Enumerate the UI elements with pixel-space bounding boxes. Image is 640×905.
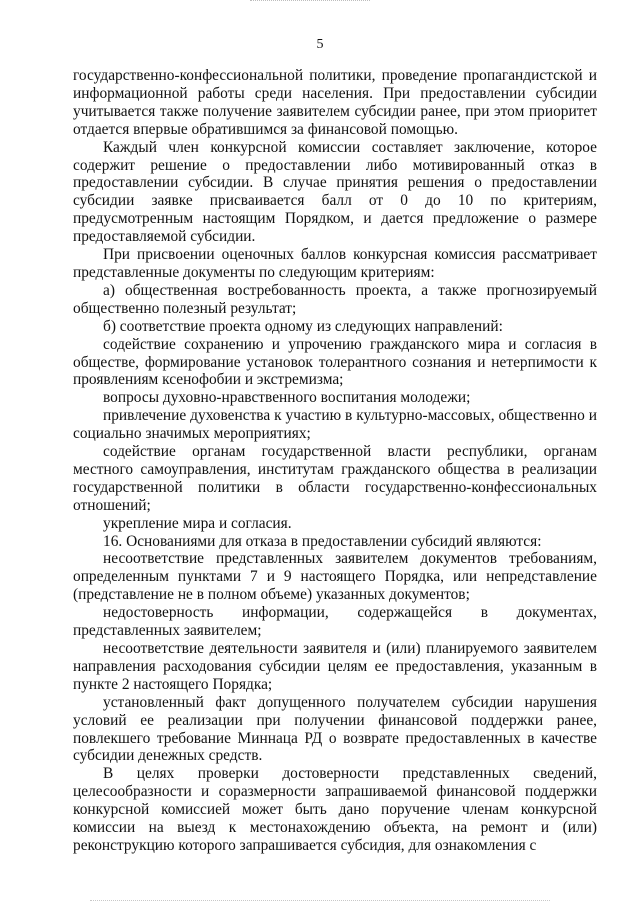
paragraph-commission-conclusion: Каждый член конкурсной комиссии составляет заключение, которое содержит решение о предоставлении либо мотивированный отказ в предоставлении субсидии. В случае принятия решения о предоставлении субсидии заявке присваивается балл от 0 до 10 по критериям, предусмотренным настоящим Порядком, и дается предложение о размере предоставляемой субсидии. (73, 138, 597, 246)
direction-item: укрепление мира и согласия. (103, 514, 292, 532)
criterion-b: б) соответствие проекта одному из следующих направлений: (103, 317, 503, 335)
refusal-ground: недостоверность информации, содержащейся в документах, представленных заявителем; (73, 604, 597, 640)
criterion-a: а) общественная востребованность проекта, а также прогнозируемый общественно полезный результат; (73, 281, 597, 317)
direction-item: привлечение духовенства к участию в культурно-массовых, общественно и социально значимых мероприятиях; (73, 407, 597, 443)
page-number: 5 (316, 37, 324, 52)
paragraph-criteria-intro: При присвоении оценочных баллов конкурсная комиссия рассматривает представленные документы по следующим критериям: (73, 246, 597, 281)
document-body (73, 67, 597, 855)
paragraph-verification: В целях проверки достоверности представленных сведений, целесообразности и соразмерности запрашиваемой финансовой поддержки конкурсной комиссией может быть дано поручение членам конкурсной комиссии на выезд к местонахождению объекта, на ремонт и (или) реконструкцию которого запрашивается субсидия, для ознакомления с (73, 765, 597, 854)
refusal-ground: несоответствие деятельности заявителя и (или) планируемого заявителем направления расходования субсидии целям ее предоставления, указанным в пункте 2 настоящего Порядка; (73, 640, 597, 693)
section-16-heading: 16. Основаниями для отказа в предоставлении субсидий являются: (103, 532, 542, 550)
paragraph-continuation: государственно-конфессиональной политики, проведение пропагандистской и информационной работы среди населения. При предоставлении субсидии учитывается также получение заявителем субсидии ранее, при этом приоритет отдается впервые обратившимся за финансовой помощью. (73, 67, 597, 138)
scan-edge-bottom (90, 900, 550, 902)
direction-item: содействие органам государственной власти республики, органам местного самоуправления, институтам гражданского общества в реализации государственной политики в области государственно-конфессиональных отношений; (73, 443, 597, 514)
refusal-ground: несоответствие представленных заявителем документов требованиям, определенным пунктами 7 и 9 настоящего Порядка, или непредставление (представление не в полном объеме) указанных документов; (73, 550, 597, 604)
refusal-ground: установленный факт допущенного получателем субсидии нарушения условий ее реализации при получении финансовой поддержки ранее, повлекшего требование Миннаца РД о возврате предоставленных в качестве субсидии денежных средств. (73, 693, 597, 765)
direction-item: вопросы духовно-нравственного воспитания молодежи; (103, 389, 471, 407)
scan-edge-top (250, 0, 370, 3)
direction-item: содействие сохранению и упрочению гражданского мира и согласия в обществе, формирование установок толерантного сознания и нетерпимости к проявлениям ксенофобии и экстремизма; (73, 335, 597, 389)
